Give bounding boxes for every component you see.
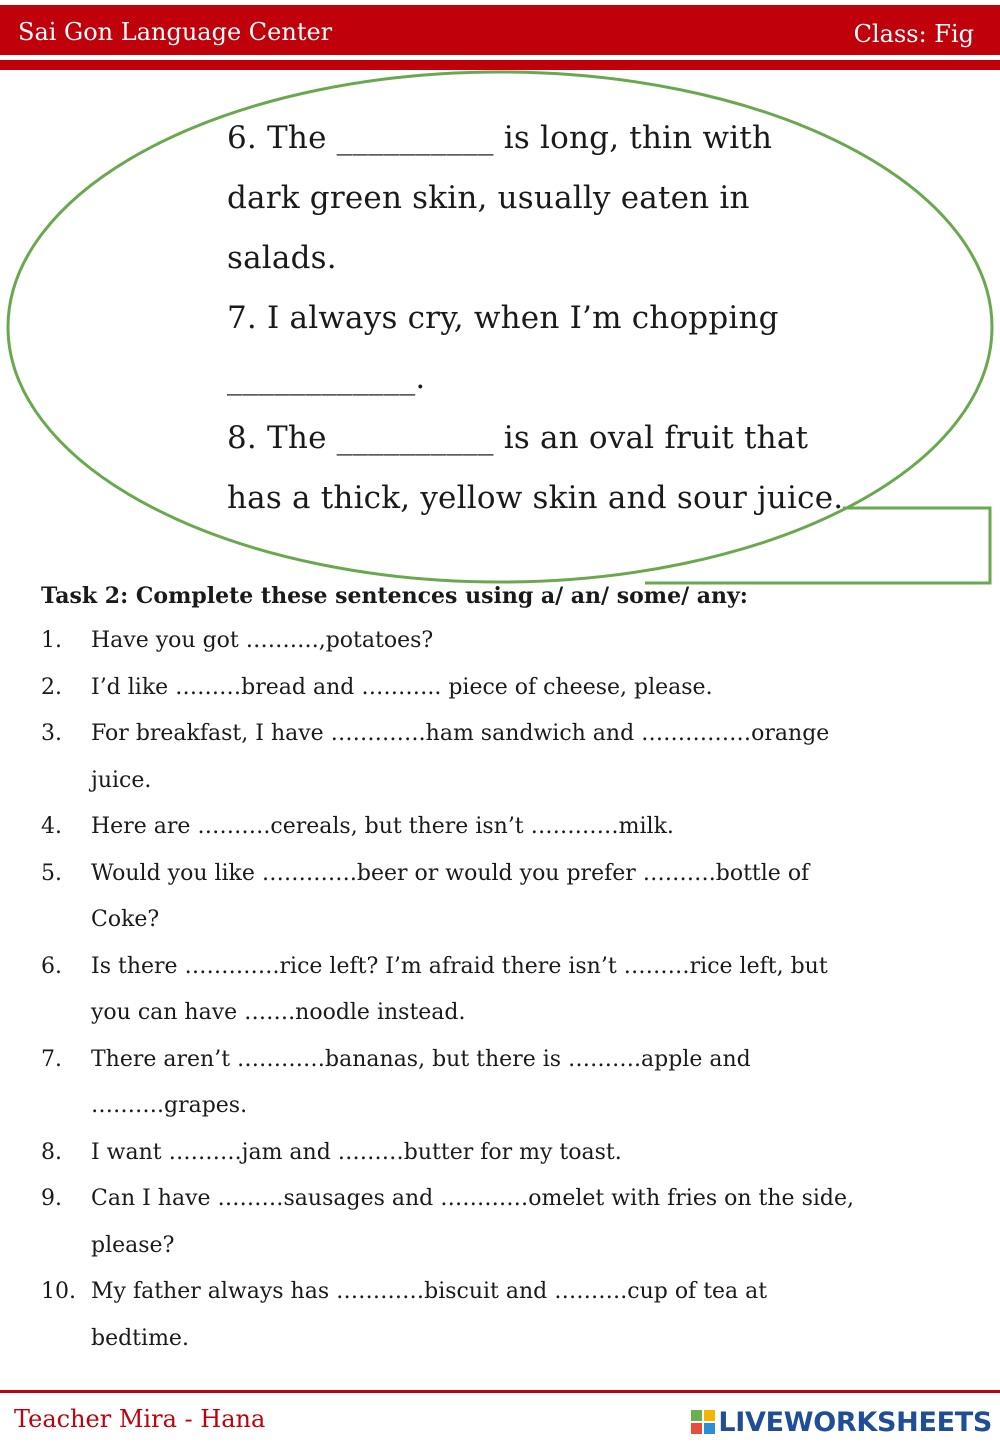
item-text: Coke? — [91, 907, 160, 932]
list-item — [41, 1269, 981, 1362]
item-text: bedtime. — [91, 1325, 189, 1351]
item-text: For breakfast, I have ………….ham sandwich and ……………orange — [91, 721, 830, 746]
item-number: 8. — [41, 1139, 62, 1165]
bubble-line: 6. The __________ is long, thin with — [227, 120, 773, 156]
list-item — [41, 804, 981, 851]
header-class-label: Class: Fig — [853, 20, 974, 48]
item-number: 2. — [41, 674, 62, 700]
list-item — [41, 1037, 981, 1130]
item-text: ……….grapes. — [91, 1093, 248, 1118]
bubble-line: ____________. — [227, 360, 426, 396]
list-item — [41, 851, 981, 944]
bubble-line: dark green skin, usually eaten in — [227, 180, 750, 216]
logo-text: LIVEWORKSHEETS — [718, 1406, 992, 1438]
list-item — [41, 665, 981, 712]
task2-list — [41, 618, 981, 1362]
liveworksheets-logo[interactable] — [691, 1405, 992, 1439]
liveworksheets-logo-icon — [691, 1410, 715, 1434]
footer-rule — [0, 1390, 1000, 1393]
bubble-line: has a thick, yellow skin and sour juice. — [227, 480, 844, 516]
item-text: Is there ………….rice left? I’m afraid there isn’t ………rice left, but — [91, 953, 828, 979]
item-text: I want ……….jam and ………butter for my toast. — [91, 1139, 622, 1165]
item-text: I’d like ………bread and ……….. piece of cheese, please. — [91, 674, 713, 700]
bubble-line: salads. — [227, 240, 337, 276]
header-title: Sai Gon Language Center — [18, 18, 333, 46]
list-item — [41, 944, 981, 1037]
item-number: 10. — [41, 1279, 76, 1304]
item-text: juice. — [91, 767, 152, 793]
item-number: 9. — [41, 1186, 62, 1211]
item-number: 1. — [41, 628, 62, 653]
item-text: please? — [91, 1232, 175, 1258]
item-number: 4. — [41, 814, 62, 839]
task2-heading: Task 2: Complete these sentences using a/ an/ some/ any: — [41, 583, 748, 609]
list-item — [41, 1176, 981, 1269]
item-number: 3. — [41, 721, 62, 746]
bubble-line: 7. I always cry, when I’m chopping — [227, 300, 779, 336]
item-text: Would you like ………….beer or would you prefer ……….bottle of — [91, 860, 810, 886]
bubble-line: 8. The __________ is an oval fruit that — [227, 420, 809, 456]
list-item — [41, 711, 981, 804]
item-text: you can have …….noodle instead. — [91, 1000, 466, 1025]
footer-teacher: Teacher Mira - Hana — [14, 1405, 266, 1433]
bubble-text — [227, 108, 847, 528]
list-item — [41, 618, 981, 665]
item-number: 5. — [41, 860, 62, 886]
item-number: 7. — [41, 1046, 62, 1072]
item-text: Have you got ……….,potatoes? — [91, 628, 434, 653]
item-text: Can I have ………sausages and …………omelet with fries on the side, — [91, 1186, 854, 1211]
list-item — [41, 1130, 981, 1177]
item-text: There aren’t …………bananas, but there is ……….apple and — [91, 1046, 751, 1072]
item-text: Here are ……….cereals, but there isn’t …………milk. — [91, 814, 674, 839]
item-number: 6. — [41, 953, 62, 979]
item-text: My father always has …………biscuit and ……….cup of tea at — [91, 1279, 768, 1304]
